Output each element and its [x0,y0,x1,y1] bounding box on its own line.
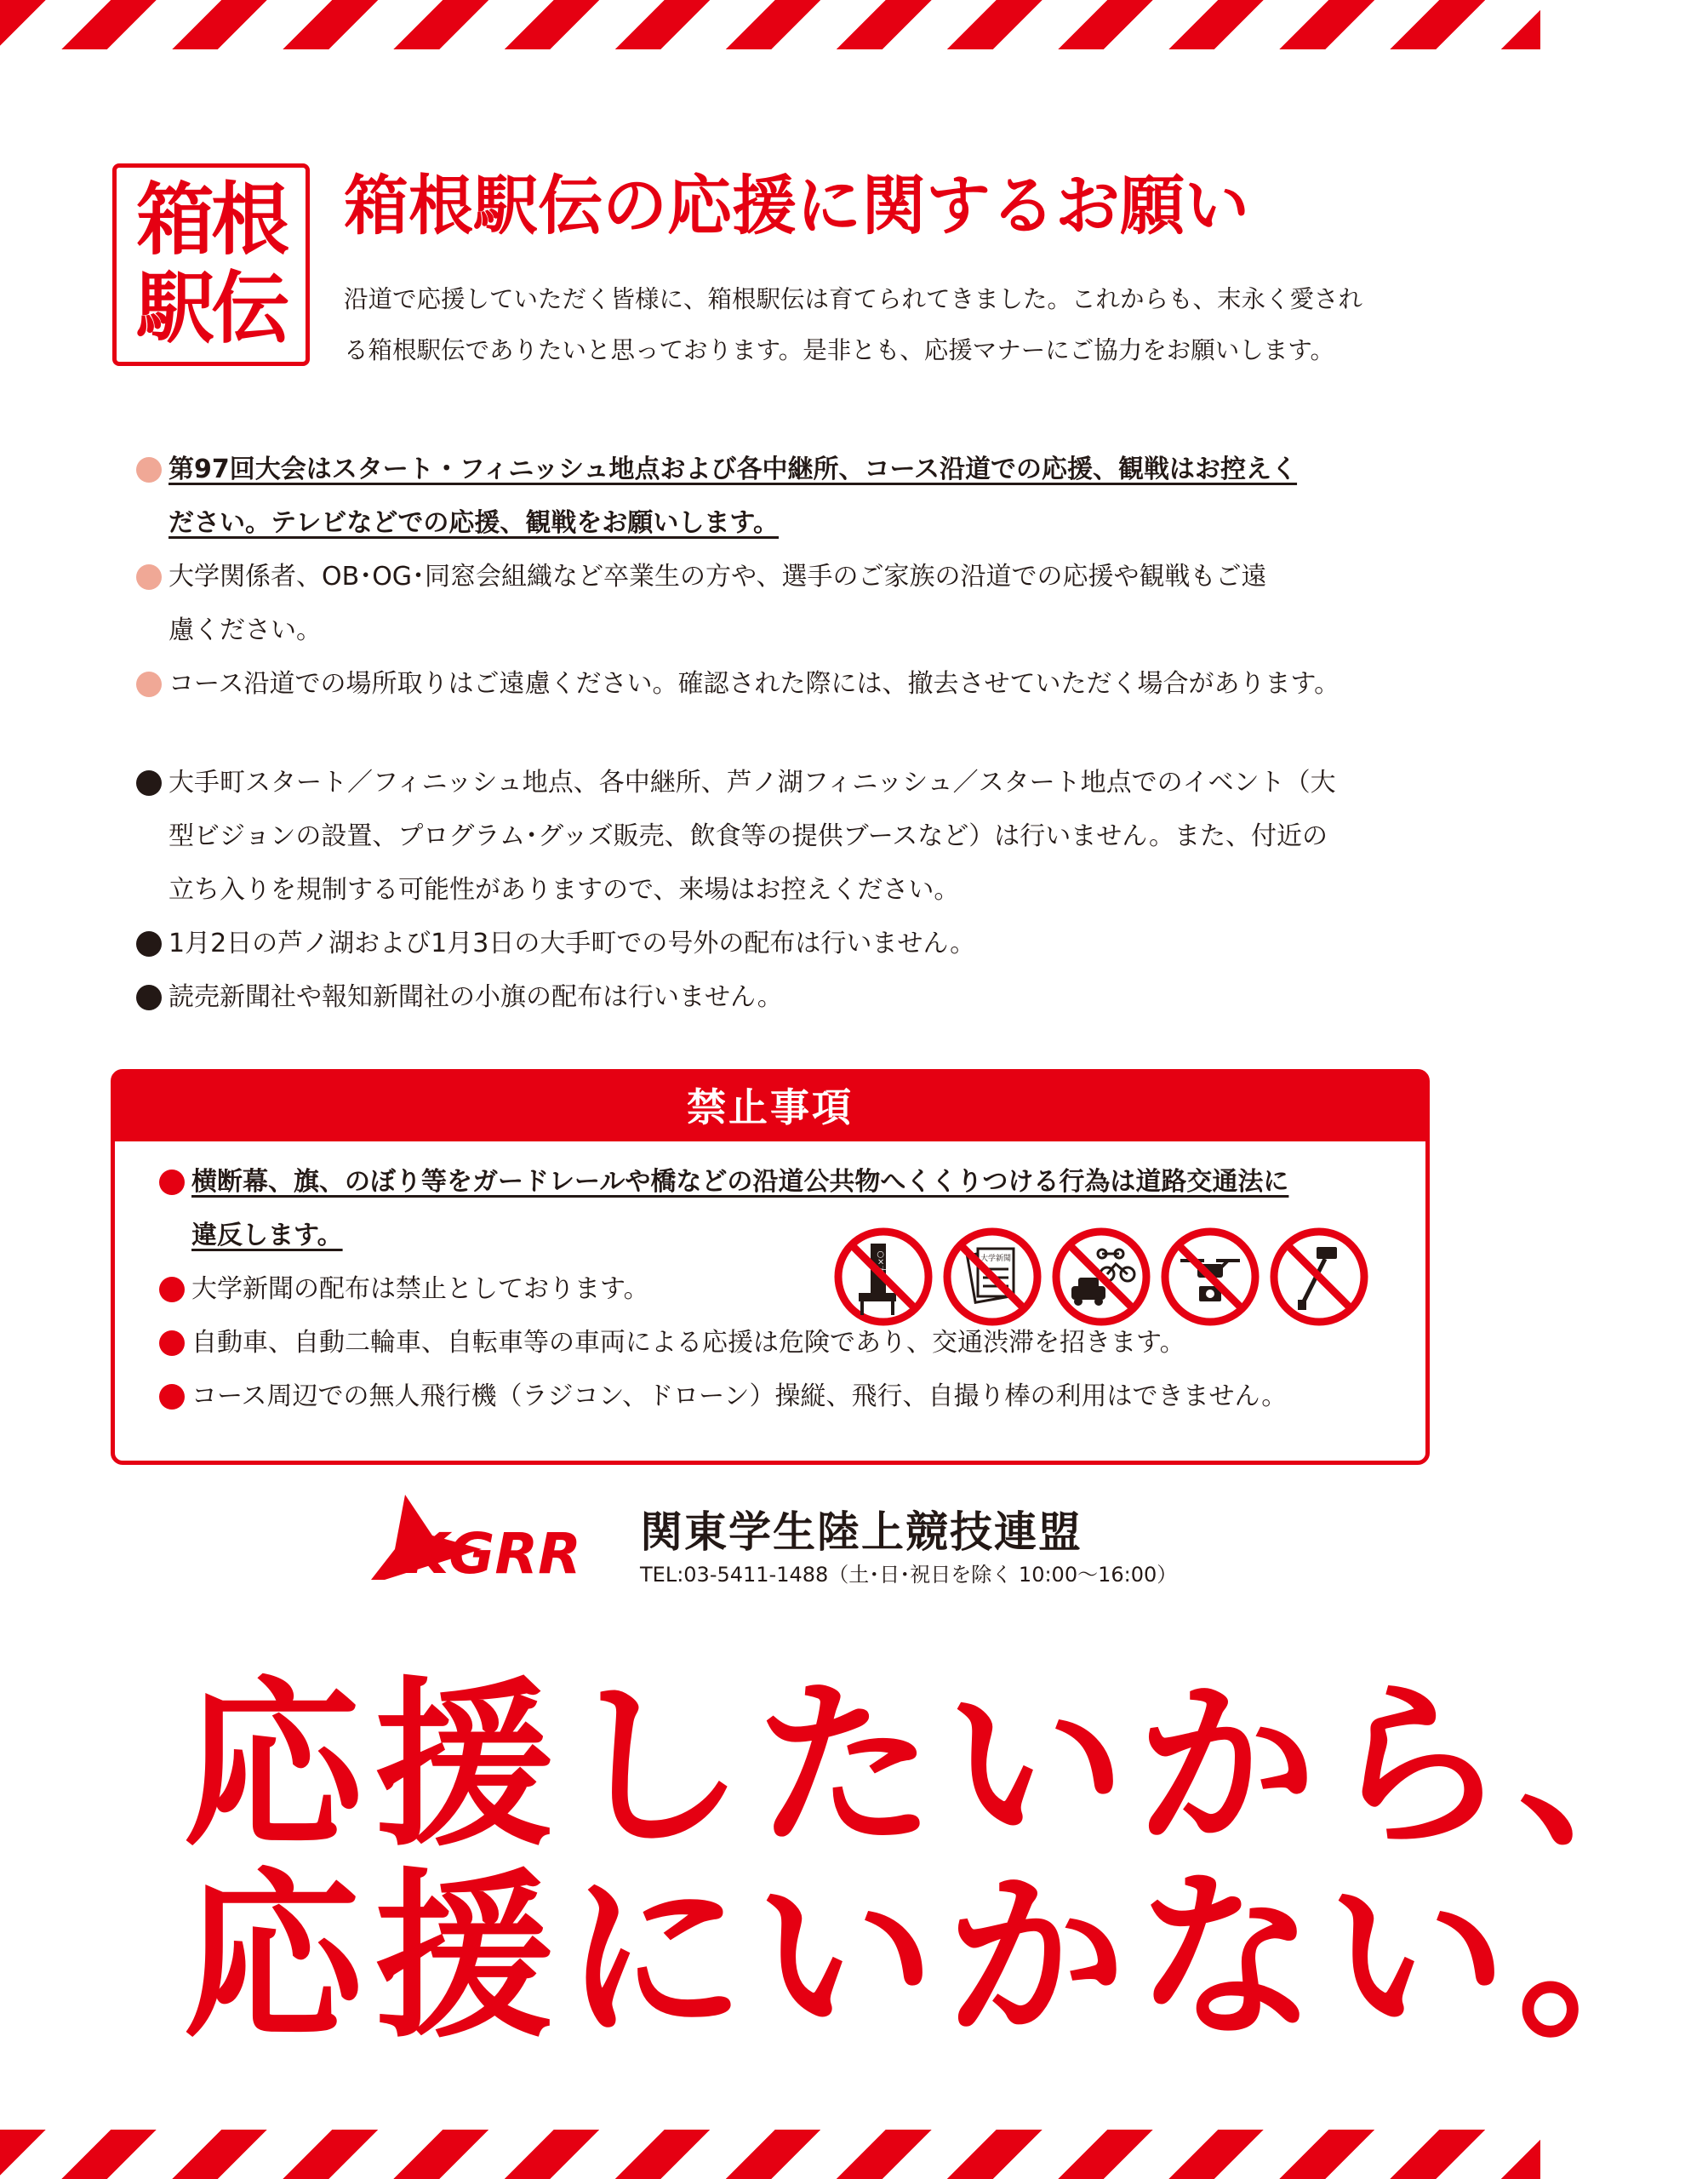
slogan-line2: 応援にいかない。 [183,1852,1708,2062]
notice-list [136,756,1430,1024]
no-drone-icon [1160,1227,1260,1327]
no-banner-icon [833,1227,934,1327]
newspaper-icon-label: 大学新聞 [980,1255,1012,1263]
banner-icon-label: ○×大 [876,1250,885,1274]
bullet-icon [136,770,162,796]
prohibition-icons [833,1227,1378,1329]
bullet-icon [159,1170,185,1195]
bullet-icon [136,564,162,590]
kgrr-logo [371,1491,618,1585]
no-vehicle-icon [1051,1227,1151,1327]
list-item [136,970,1430,1024]
item-line: 型ビジョンの設置、プログラム･グッズ販売、飲食等の提供ブースなど）は行いません。また、付近の [169,821,1328,851]
intro-line: る箱根駅伝でありたいと思っております。是非とも、応援マナーにご協力をお願いします。 [344,336,1334,364]
no-newspaper-icon [942,1227,1043,1327]
item-line: 1月2日の芦ノ湖および1月3日の大手町での号外の配布は行いません。 [169,929,976,958]
item-line: 立ち入りを規制する可能性がありますので、来場はお控えください。 [169,875,960,905]
logo-line1: 箱根 [135,174,286,266]
item-line: 自動車、自動二輪車、自転車等の車両による応援は危険であり、交通渋滞を招きます。 [191,1328,1185,1358]
item-line: 第97回大会はスタート・フィニッシュ地点および各中継所、コース沿道での応援、観戦はお控えく [169,455,1298,484]
item-line: コース周辺での無人飛行機（ラジコン、ドローン）操縦、飛行、自撮り棒の利用はできません。 [191,1381,1288,1411]
prohibited-heading: 禁止事項 [115,1073,1425,1141]
item-line: 読売新聞社や報知新聞社の小旗の配布は行いません。 [169,982,783,1012]
bullet-icon [136,672,162,697]
list-item [136,550,1430,657]
list-item [136,443,1430,550]
logo-line2: 駅伝 [135,263,286,354]
top-stripe-border [0,0,1540,49]
prohibited-items-box [111,1069,1430,1465]
no-selfie-stick-icon [1269,1227,1369,1327]
organizer-tel: TEL:03-5411-1488（土･日･祝日を除く 10:00〜16:00） [640,1563,1178,1587]
intro-line: 沿道で応援していただく皆様に、箱根駅伝は育てられてきました。これからも、末永く愛され [344,285,1363,313]
list-item [136,917,1430,970]
list-item [136,756,1430,917]
slogan-line1: 応援したいから、 [183,1661,1708,1871]
request-list [136,443,1430,711]
item-line: 大学新聞の配布は禁止としております。 [191,1274,649,1304]
item-line: ださい。テレビなどでの応援、観戦をお願いします。 [169,508,779,538]
page-title: 箱根駅伝の応援に関するお願い [344,168,1249,243]
item-line: 横断幕、旗、のぼり等をガードレールや橋などの沿道公共物へくくりつける行為は道路交通法に [191,1167,1289,1197]
item-line: 違反します。 [191,1221,343,1250]
bullet-icon [159,1277,185,1302]
intro-text [344,274,1450,376]
bullet-icon [159,1330,185,1356]
hakone-ekiden-logo [112,163,310,366]
bullet-icon [136,457,162,483]
logo-text: KGRR [405,1521,581,1587]
item-line: 大学関係者、OB･OG･同窓会組織など卒業生の方や、選手のご家族の沿道での応援や観戦もご遠 [169,562,1267,592]
item-line: 大手町スタート／フィニッシュ地点、各中継所、芦ノ湖フィニッシュ／スタート地点でのイベント（大 [169,768,1336,798]
list-item [136,657,1430,711]
bottom-stripe-border [0,2130,1540,2179]
list-item [159,1370,1410,1423]
bullet-icon [159,1384,185,1410]
item-line: 慮ください。 [169,615,322,645]
organizer-name: 関東学生陸上競技連盟 [640,1507,1082,1557]
bullet-icon [136,985,162,1010]
bullet-icon [136,931,162,957]
item-line: コース沿道での場所取りはご遠慮ください。確認された際には、撤去させていただく場合があります。 [169,669,1340,699]
